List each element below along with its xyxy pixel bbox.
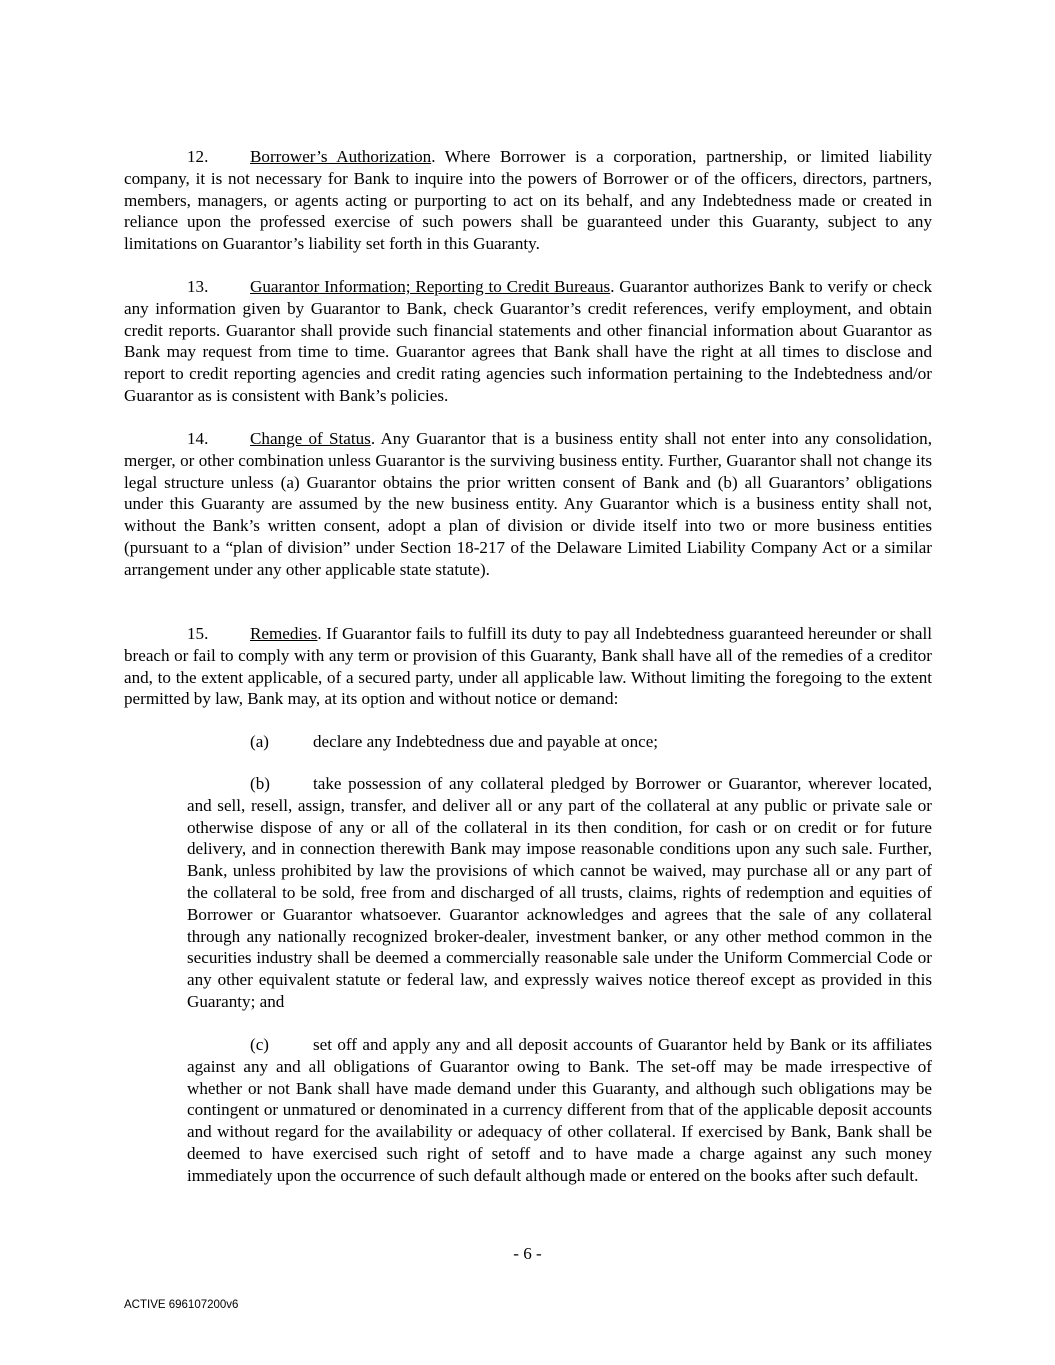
subsection-label: (b) xyxy=(250,774,270,793)
section-14 xyxy=(124,428,932,581)
section-15 xyxy=(124,623,932,710)
section-heading: Remedies xyxy=(250,624,318,643)
section-number: 14. xyxy=(187,429,209,448)
subsection-text: declare any Indebtedness due and payable at once; xyxy=(313,732,659,751)
section-12 xyxy=(124,146,932,255)
page-number: - 6 - xyxy=(513,1244,542,1263)
section-text: . If Guarantor fails to fulfill its duty to pay all Indebtedness guaranteed hereunder or shall breach or fail to comply with any term or provision of this Guaranty, Bank shall have all of the remedies of a creditor and, to the extent applicable, of a secured party, under all applicable law. Without limiting the foregoing to the extent permitted by law, Bank may, at its option and without notice or demand: xyxy=(124,624,932,709)
section-text: . Where Borrower is a corporation, partnership, or limited liability company, it is not necessary for Bank to inquire into the powers of Borrower or of the officers, directors, partners, members, managers, or agents acting or purporting to act on its behalf, and any Indebtedness made or created in reliance upon the professed exercise of such powers shall be guaranteed under this Guaranty, subject to any limitations on Guarantor’s liability set forth in this Guaranty. xyxy=(124,147,933,254)
section-13 xyxy=(124,276,932,407)
section-heading: Guarantor Information; Reporting to Credit Bureaus xyxy=(250,277,611,296)
section-number: 12. xyxy=(187,147,209,166)
subsection-label: (c) xyxy=(250,1035,269,1054)
section-heading: Borrower’s Authorization xyxy=(250,147,432,166)
section-text: . Any Guarantor that is a business entity shall not enter into any consolidation, merger, or other combination unless Guarantor is the surviving business entity. Further, Guarantor shall not change its legal structure unless (a) Guarantor obtains the prior written consent of Bank and (b) all Guarantors’ obligations under this Guaranty are assumed by the new business entity. Any Guarantor which is a business entity shall not, without the Bank’s written consent, adopt a plan of division or divide itself into two or more business entities (pursuant to a “plan of division” under Section 18-217 of the Delaware Limited Liability Company Act or a similar arrangement under any other applicable state statute). xyxy=(124,429,933,579)
section-heading: Change of Status xyxy=(250,429,371,448)
subsection-b xyxy=(187,773,932,1013)
subsection-text: take possession of any collateral pledged by Borrower or Guarantor, wherever located, and sell, resell, assign, transfer, and deliver all or any part of the collateral at any public or private sale or otherwise dispose of any or all of the collateral in its then condition, for cash or on credit or for future delivery, and in connection therewith Bank may impose reasonable conditions upon any such sale. Further, Bank, unless prohibited by law the provisions of which cannot be waived, may purchase all or any part of the collateral to be sold, free from and discharged of all trusts, claims, rights of redemption and equities of Borrower or Guarantor whatsoever. Guarantor acknowledges and agrees that the sale of any collateral through any nationally recognized broker-dealer, investment banker, or any other method common in the securities industry shall be deemed a commercially reasonable sale under the Uniform Commercial Code or any other equivalent statute or federal law, and expressly waives notice thereof except as provided in this Guaranty; and xyxy=(187,774,932,1011)
subsection-text: set off and apply any and all deposit accounts of Guarantor held by Bank or its affiliates against any and all obligations of Guarantor owing to Bank. The set-off may be made irrespective of whether or not Bank shall have made demand under this Guaranty, and although such obligations may be contingent or unmatured or denominated in a currency different from that of the applicable deposit accounts and without regard for the availability or adequacy of other collateral. If exercised by Bank, Bank shall be deemed to have exercised such right of setoff and to have made a charge against any such money immediately upon the occurrence of such default although made or entered on the books after such default. xyxy=(187,1035,932,1185)
section-text: . Guarantor authorizes Bank to verify or check any information given by Guarantor to Bank, check Guarantor’s credit references, verify employment, and obtain credit reports. Guarantor shall provide such financial statements and other financial information about Guarantor as Bank may request from time to time. Guarantor agrees that Bank shall have the right at all times to disclose and report to credit reporting agencies and credit rating agencies such information pertaining to the Indebtedness and/or Guarantor as is consistent with Bank’s policies. xyxy=(124,277,933,405)
section-number: 13. xyxy=(187,277,209,296)
subsection-c xyxy=(187,1034,932,1187)
subsection-a xyxy=(250,731,932,753)
document-id: ACTIVE 696107200v6 xyxy=(124,1299,239,1311)
subsection-label: (a) xyxy=(250,732,269,751)
section-number: 15. xyxy=(187,624,209,643)
